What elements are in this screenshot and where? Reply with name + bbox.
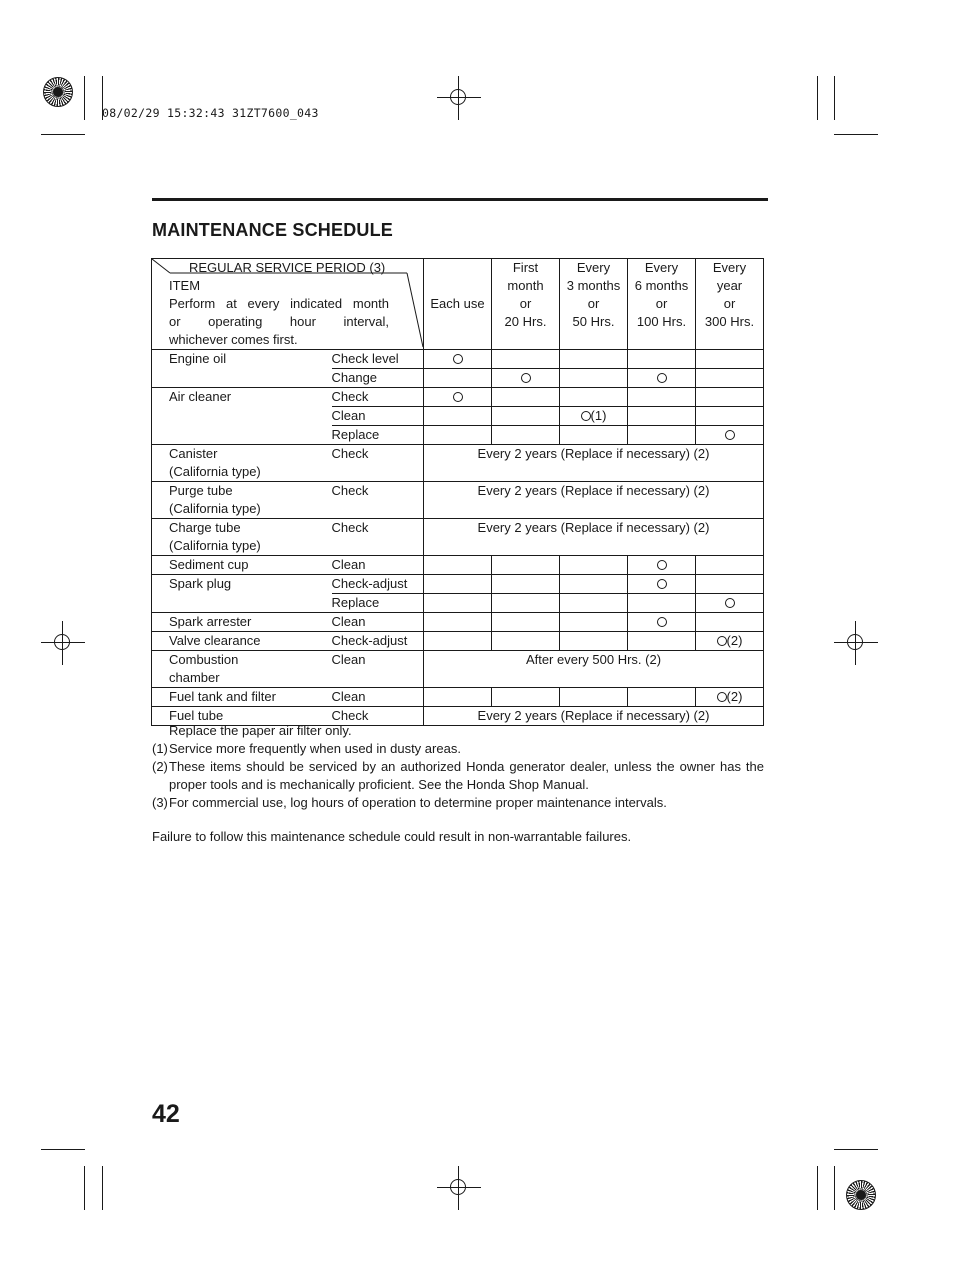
item-purge-tube <box>152 482 332 519</box>
item-combustion-chamber <box>152 651 332 688</box>
header-instruction-1: Perform at every indicated month <box>169 296 389 311</box>
table-row <box>152 388 764 407</box>
header-3-months <box>560 259 628 350</box>
page-title: MAINTENANCE SCHEDULE <box>152 220 394 240</box>
table-row <box>152 688 764 707</box>
footnote-marker: (2) <box>152 759 168 774</box>
operation: Check <box>332 445 424 482</box>
operation: Replace <box>332 594 424 613</box>
crop-mark <box>834 134 878 135</box>
crop-mark <box>834 1149 878 1150</box>
empty-cell <box>492 556 560 575</box>
circle-icon <box>725 598 735 608</box>
empty-cell <box>424 575 492 594</box>
item-label: Canister <box>169 446 218 461</box>
note-ref: (1) <box>590 408 607 423</box>
operation: Check <box>332 388 424 407</box>
footnote <box>152 794 764 812</box>
circle-icon <box>657 617 667 627</box>
empty-cell <box>492 426 560 445</box>
empty-cell <box>696 556 764 575</box>
empty-cell <box>492 388 560 407</box>
operation: Check <box>332 707 424 726</box>
schedule-mark <box>696 594 764 613</box>
schedule-mark <box>696 632 764 651</box>
span-note: Every 2 years (Replace if necessary) (2) <box>424 519 764 556</box>
operation: Change <box>332 369 424 388</box>
footnote-text: Replace the paper air filter only. <box>169 723 352 738</box>
empty-cell <box>696 407 764 426</box>
footnote-text: Service more frequently when used in dusty areas. <box>169 741 461 756</box>
empty-cell <box>560 632 628 651</box>
empty-cell <box>424 369 492 388</box>
empty-cell <box>696 613 764 632</box>
header-line: or <box>723 296 736 311</box>
item-label: Purge tube <box>169 483 233 498</box>
circle-icon <box>657 373 667 383</box>
empty-cell <box>560 426 628 445</box>
header-line: year <box>716 278 743 293</box>
operation: Check <box>332 519 424 556</box>
footnote <box>152 722 764 740</box>
header-item-cell <box>152 259 424 350</box>
footnote-marker: (3) <box>152 795 168 810</box>
empty-cell <box>628 407 696 426</box>
table-row <box>152 651 764 688</box>
schedule-mark <box>424 350 492 369</box>
circle-icon <box>453 354 463 364</box>
empty-cell <box>560 350 628 369</box>
operation: Clean <box>332 688 424 707</box>
empty-cell <box>696 388 764 407</box>
item-sublabel: (California type) <box>169 538 261 553</box>
schedule-mark <box>560 407 628 426</box>
header-every-year <box>696 259 764 350</box>
operation: Clean <box>332 613 424 632</box>
footnote-text: For commercial use, log hours of operation to determine proper maintenance intervals. <box>169 795 667 810</box>
page-number: 42 <box>152 1100 180 1128</box>
empty-cell <box>424 426 492 445</box>
schedule-mark <box>628 575 696 594</box>
registration-crosshair-right <box>834 621 878 665</box>
schedule-mark <box>424 388 492 407</box>
item-sublabel: (California type) <box>169 464 261 479</box>
circle-icon <box>717 692 727 702</box>
operation: Check-adjust <box>332 575 424 594</box>
empty-cell <box>424 632 492 651</box>
print-timestamp: 08/02/29 15:32:43 31ZT7600_043 <box>102 106 319 120</box>
header-line: 3 months <box>566 278 621 293</box>
item-label: chamber <box>169 670 220 685</box>
header-item: ITEM <box>169 278 201 293</box>
footnote-marker <box>152 722 169 740</box>
empty-cell <box>492 407 560 426</box>
operation: Check level <box>332 350 424 369</box>
empty-cell <box>628 688 696 707</box>
operation: Replace <box>332 426 424 445</box>
item-label: Charge tube <box>169 520 241 535</box>
item-canister <box>152 445 332 482</box>
empty-cell <box>628 388 696 407</box>
crop-mark <box>817 76 818 120</box>
item-fuel-tank: Fuel tank and filter <box>152 688 332 707</box>
header-first-month <box>492 259 560 350</box>
header-instruction-3: whichever comes first. <box>169 332 298 347</box>
circle-icon <box>657 560 667 570</box>
header-line: 300 Hrs. <box>704 314 755 329</box>
circle-icon <box>453 392 463 402</box>
table-row <box>152 556 764 575</box>
crop-mark <box>834 1166 835 1210</box>
empty-cell <box>560 575 628 594</box>
empty-cell <box>424 594 492 613</box>
title-rule <box>152 198 768 201</box>
empty-cell <box>492 613 560 632</box>
empty-cell <box>696 575 764 594</box>
empty-cell <box>560 613 628 632</box>
crop-mark <box>41 1149 85 1150</box>
span-note: Every 2 years (Replace if necessary) (2) <box>424 445 764 482</box>
empty-cell <box>492 350 560 369</box>
item-air-cleaner: Air cleaner <box>152 388 332 445</box>
circle-icon <box>725 430 735 440</box>
item-charge-tube <box>152 519 332 556</box>
span-note: Every 2 years (Replace if necessary) (2) <box>424 482 764 519</box>
registration-crosshair-left <box>41 621 85 665</box>
registration-crosshair-bottom <box>437 1166 481 1210</box>
header-line: or <box>519 296 532 311</box>
crop-mark <box>834 76 835 120</box>
span-note: After every 500 Hrs. (2) <box>424 651 764 688</box>
header-line: or <box>655 296 668 311</box>
crop-mark <box>817 1166 818 1210</box>
circle-icon <box>521 373 531 383</box>
schedule-mark <box>492 369 560 388</box>
header-line: 50 Hrs. <box>572 314 615 329</box>
schedule-mark <box>628 369 696 388</box>
schedule-mark <box>628 556 696 575</box>
span-note: Every 2 years (Replace if necessary) (2) <box>424 707 764 726</box>
empty-cell <box>560 688 628 707</box>
circle-icon <box>657 579 667 589</box>
note-ref: (2) <box>726 633 743 648</box>
crop-mark <box>41 134 85 135</box>
header-line: Every <box>712 260 747 275</box>
empty-cell <box>424 688 492 707</box>
schedule-mark <box>696 688 764 707</box>
table-header-row <box>152 259 764 350</box>
operation: Clean <box>332 407 424 426</box>
empty-cell <box>492 575 560 594</box>
table-row <box>152 613 764 632</box>
maintenance-table <box>151 258 764 726</box>
schedule-mark <box>696 426 764 445</box>
crop-mark <box>84 76 85 120</box>
table-row <box>152 445 764 482</box>
empty-cell <box>492 688 560 707</box>
item-spark-plug: Spark plug <box>152 575 332 613</box>
empty-cell <box>696 369 764 388</box>
circle-icon <box>581 411 591 421</box>
empty-cell <box>628 594 696 613</box>
schedule-mark <box>628 613 696 632</box>
circle-icon <box>717 636 727 646</box>
header-line: First <box>512 260 539 275</box>
registration-sunburst-top-left <box>43 77 73 107</box>
warranty-warning: Failure to follow this maintenance schedule could result in non-warrantable failures. <box>152 829 632 844</box>
operation: Check-adjust <box>332 632 424 651</box>
table-row <box>152 519 764 556</box>
empty-cell <box>628 632 696 651</box>
table-row <box>152 482 764 519</box>
footnote-text: These items should be serviced by an authorized Honda generator dealer, unless the owner has the proper tools and is mechanically proficient. See the Honda Shop Manual. <box>169 759 764 792</box>
header-line: or <box>587 296 600 311</box>
empty-cell <box>560 388 628 407</box>
empty-cell <box>492 632 560 651</box>
header-instruction-2: or operating hour interval, <box>169 314 389 329</box>
empty-cell <box>492 594 560 613</box>
header-line: Every <box>644 260 679 275</box>
empty-cell <box>560 556 628 575</box>
footnote <box>152 758 764 794</box>
item-sublabel: (California type) <box>169 501 261 516</box>
table-row <box>152 632 764 651</box>
empty-cell <box>424 407 492 426</box>
header-each-use: Each use <box>424 259 492 350</box>
operation: Clean <box>332 556 424 575</box>
empty-cell <box>696 350 764 369</box>
crop-mark <box>102 1166 103 1210</box>
footnotes <box>152 722 764 812</box>
item-spark-arrester: Spark arrester <box>152 613 332 632</box>
header-line: month <box>507 278 544 293</box>
header-line: 6 months <box>634 278 689 293</box>
item-engine-oil: Engine oil <box>152 350 332 388</box>
footnote <box>152 740 764 758</box>
crop-mark <box>84 1166 85 1210</box>
empty-cell <box>560 594 628 613</box>
header-line: 20 Hrs. <box>504 314 547 329</box>
item-fuel-tube: Fuel tube <box>152 707 332 726</box>
item-valve-clearance: Valve clearance <box>152 632 332 651</box>
operation: Clean <box>332 651 424 688</box>
empty-cell <box>424 556 492 575</box>
empty-cell <box>628 426 696 445</box>
header-line: 100 Hrs. <box>636 314 687 329</box>
item-label: Combustion <box>169 652 239 667</box>
header-period: REGULAR SERVICE PERIOD (3) <box>189 260 386 275</box>
registration-crosshair-top <box>437 76 481 120</box>
table-row <box>152 350 764 369</box>
header-6-months <box>628 259 696 350</box>
note-ref: (2) <box>726 689 743 704</box>
header-line: Every <box>576 260 611 275</box>
item-sediment-cup: Sediment cup <box>152 556 332 575</box>
empty-cell <box>560 369 628 388</box>
table-row <box>152 575 764 594</box>
registration-sunburst-bottom-right <box>846 1180 876 1210</box>
empty-cell <box>628 350 696 369</box>
empty-cell <box>424 613 492 632</box>
footnote-marker: (1) <box>152 741 168 756</box>
operation: Check <box>332 482 424 519</box>
